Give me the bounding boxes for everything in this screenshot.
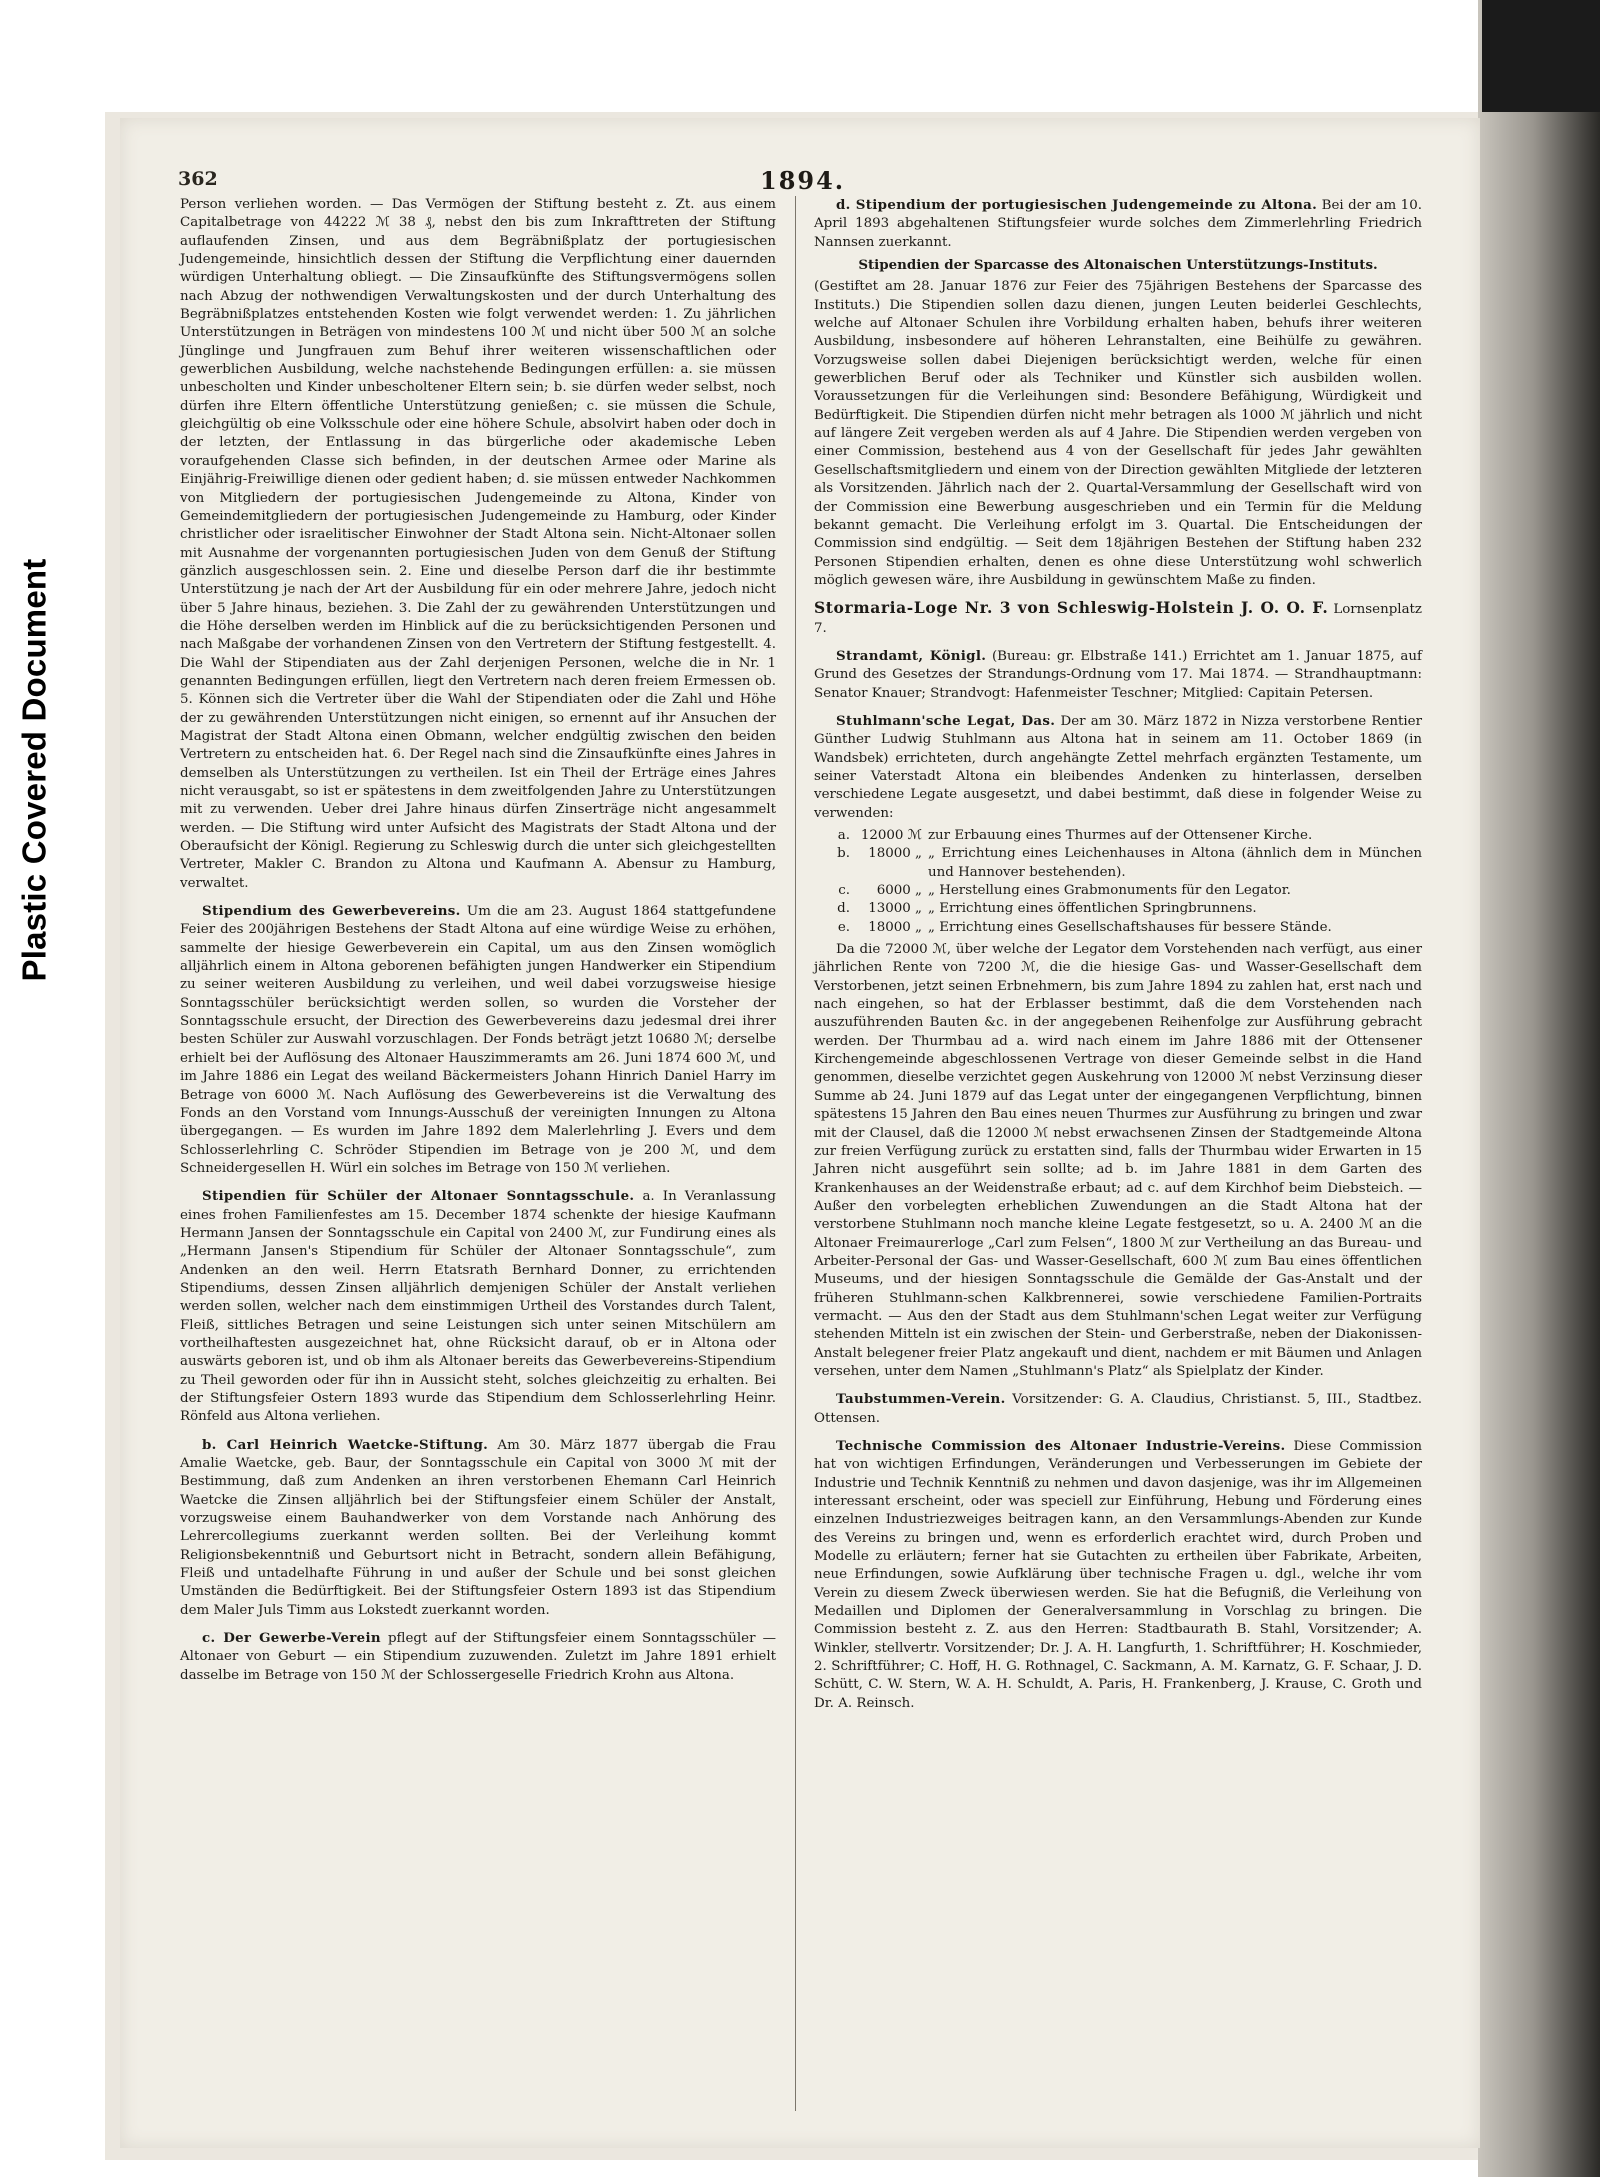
legacy-purpose: „ Errichtung eines öffentlichen Springbrunnens. — [928, 901, 1257, 917]
legacy-letter: c. — [838, 883, 850, 899]
entry-text: pflegt auf der Stiftungsfeier einem Sonntagsschüler — Altonaer von Geburt — ein Stipendium zuzuwenden. Zuletzt im Jahre 1891 erhielt dasselbe im Betrage von 150 ℳ der Schlossergeselle Friedrich Krohn aus Altona. — [180, 1631, 776, 1683]
scan-corner — [1482, 0, 1600, 112]
book-spine-shadow — [1478, 0, 1600, 2177]
entry-heading: b. Carl Heinrich Waetcke-Stiftung. — [202, 1436, 489, 1453]
legacy-amount: 6000 „ — [876, 883, 922, 899]
legacy-item — [814, 827, 1422, 845]
entry-sonntagsschule — [180, 1187, 776, 1426]
plastic-covered-label — [8, 500, 60, 1040]
entry-technische-commission — [814, 1437, 1422, 1713]
entry-text: Bei der am 10. April 1893 abgehaltenen Stiftungsfeier wurde solches dem Zimmerlehrling Friedrich Nannsen zuerkannt. — [814, 198, 1422, 250]
entry-heading: Strandamt, Königl. — [836, 647, 987, 664]
book-page — [120, 118, 1480, 2148]
legacy-letter: b. — [837, 846, 850, 862]
entry-text: (Bureau: gr. Elbstraße 141.) Errichtet am 1. Januar 1875, auf Grund des Gesetzes der Strandungs-Ordnung vom 17. Mai 1874. — Strandhauptmann: Senator Knauer; Strandvogt: Hafenmeister Teschner; Mitglied: Capitain Petersen. — [814, 648, 1422, 701]
entry-text: Lornsenplatz 7. — [814, 602, 1422, 636]
entry-loge — [814, 599, 1422, 638]
legacy-item — [814, 900, 1422, 918]
legacy-letter: d. — [837, 901, 850, 917]
entry-text: Diese Commission hat von wichtigen Erfindungen, Veränderungen und Verbesserungen im Gebiete der Industrie und Technik Kenntniß zu nehmen und davon dasjenige, was ihr im Allgemeinen interessant erscheint, oder was speciell zur Einführung, Hebung und Förderung eines einzelnen Industriezweiges beitragen kann, an den Versammlungs-Abenden zur Kunde des Vereins zu bringen und, wenn es erforderlich erachtet wird, durch Proben und Modelle zu erläutern; ferner hat sie Gutachten zu ertheilen über Fabrikate, Arbeiten, neue Erfindungen, sowie Aufklärung über technische Fragen u. dgl., welche ihr vom Verein zu diesem Zweck überwiesen werden. Sie hat die Befugniß, die Verleihung von Medaillen und Diplomen der Generalversammlung in Vorschlag zu bringen. Die Commission besteht z. Z. aus den Herren: Stadtbaurath B. Stahl, Vorsitzender; A. Winkler, stellvertr. Vorsitzender; Dr. J. A. H. Langfurth, 1. Schriftführer; H. Koschmieder, 2. Schriftführer; C. Hoff, H. G. Rothnagel, C. Sackmann, A. M. Karnatz, G. F. Schaar, J. D. Schütt, C. W. Stern, W. A. H. Schuldt, A. Paris, H. Frankenberg, J. Krause, C. Groth und Dr. A. Reinsch. — [814, 1439, 1422, 1711]
legacy-letter: a. — [837, 828, 850, 843]
entry-heading: Technische Commission des Altonaer Industrie-Vereins. — [836, 1438, 1286, 1454]
legacy-amount: 13000 „ — [868, 901, 922, 917]
page-number: 362 — [178, 168, 218, 190]
entry-text: Vorsitzender: G. A. Claudius, Christianst. 5, III., Stadtbez. Ottensen. — [814, 1392, 1422, 1426]
entry-judengemeinde — [814, 196, 1422, 252]
entry-waetcke — [180, 1436, 776, 1620]
entry-heading: Stuhlmann'sche Legat, Das. — [836, 712, 1056, 729]
legacy-list — [814, 827, 1422, 937]
entry-text: Am 30. März 1877 übergab die Frau Amalie Waetcke, geb. Baur, der Sonntagsschule ein Capital von 3000 ℳ mit der Bestimmung, daß zum Andenken an ihren verstorbenen Ehemann Carl Heinrich Waetcke die Zinsen alljährlich bei der Stiftungsfeier einem Schüler der Anstalt, vorzugsweise einem Bauhandwerker von dem Vorstande nach Anhörung des Lehrercollegiums zuerkannt werden sollten. Bei der Verleihung kommt Religionsbekenntniß und Geburtsort nicht in Betracht, sondern allein Befähigung, Fleiß und untadelhafte Führung in und außer der Schule und bei sonst gleichen Umständen die Bedürftigkeit. Bei der Stiftungsfeier Ostern 1893 ist das Stipendium dem Maler Juls Timm aus Lokstedt zuerkannt worden. — [180, 1437, 776, 1618]
entry-heading: Stipendium des Gewerbevereins. — [202, 903, 461, 920]
sparcasse-text: (Gestiftet am 28. Januar 1876 zur Feier des 75jährigen Bestehens der Sparcasse des Instituts.) Die Stipendien sollen dazu dienen, jungen Leuten beiderlei Geschlechts, welche auf Altonaer Schulen ihre Vorbildung erhalten haben, behufs ihrer weiteren Ausbildung, insbesondere auf höheren Lehranstalten, eine Beihülfe zu gewähren. Vorzugsweise sollen dabei Diejenigen berücksichtigt werden, welche für einen gewerblichen Beruf oder als Techniker und Künstler sich ausbilden wollen. Voraussetzungen für die Verleihungen sind: Besondere Befähigung, Würdigkeit und Bedürftigkeit. Die Stipendien dürfen nicht mehr betragen als 1000 ℳ jährlich und nicht auf längere Zeit vergeben werden als auf 4 Jahre. Die Stipendien werden vergeben von einer Commission, bestehend aus 4 von der Gesellschaft für jedes Jahr gewählten Gesellschaftsmitgliedern und einem von der Direction gewählten Mitgliede der letzteren als Vorsitzenden. Jährlich nach der 2. Quartal-Versammlung der Gesellschaft wird von der Commission eine Bewerbung ausgeschrieben und ein Termin für die Meldung bekannt gemacht. Die Verleihung erfolgt im 3. Quartal. Die Entscheidungen der Commission sind endgültig. — Seit dem 18jährigen Bestehen der Stiftung haben 232 Personen Stipendien erhalten, denen es ohne diese Unterstützung wohl schwerlich möglich gewesen wäre, ihre Ausbildung in gewünschtem Maße zu finden. — [814, 279, 1422, 588]
left-column — [180, 196, 776, 1694]
legacy-purpose: „ Errichtung eines Leichenhauses in Altona (ähnlich dem in München und Hannover bestehenden). — [928, 846, 1422, 880]
entry-heading: c. Der Gewerbe-Verein — [202, 1630, 381, 1647]
entry-heading: Stormaria-Loge Nr. 3 von Schleswig-Holstein J. O. O. F. — [814, 598, 1329, 618]
entry-text: a. In Veranlassung eines frohen Familienfestes am 15. December 1874 schenkte der hiesige Kaufmann Hermann Jansen der Sonntagsschule ein Capital von 2400 ℳ, zur Fundirung eines als „Hermann Jansen's Stipendium für Schüler der Altonaer Sonntagsschule“, zum Andenken an den weil. Herrn Etatsrath Bernhard Donner, zu errichtenden Stipendiums, dessen Zinsen alljährlich demjenigen Schüler der Anstalt verliehen werden sollen, welcher nach dem einstimmigen Urtheil des Vorstandes durch Talent, Fleiß, sittliches Betragen und seine Leistungen sich unter seinen Mitschülern am vortheilhaftesten ausgezeichnet hat, ohne Rücksicht darauf, ob er in Altona oder auswärts geboren ist, und ob ihm als Altonaer bereits das Gewerbevereins-Stipendium zu Theil geworden oder für ihn in Aussicht steht, solches gleichzeitig zu erhalten. Bei der Stiftungsfeier Ostern 1893 wurde das Stipendium dem Schlosserlehrling Heinr. Rönfeld aus Altona verliehen. — [180, 1189, 776, 1425]
entry-strandamt — [814, 647, 1422, 703]
column-divider — [795, 196, 796, 2111]
legacy-letter: e. — [837, 919, 850, 935]
legacy-item — [814, 919, 1422, 937]
entry-heading: Taubstummen-Verein. — [836, 1391, 1006, 1408]
sparcasse-heading: Stipendien der Sparcasse des Altonaischen Unterstützungs-Instituts. — [858, 257, 1378, 274]
stuhlmann-details: Da die 72000 ℳ, über welche der Legator dem Vorstehenden nach verfügt, aus einer jährlichen Rente von 7200 ℳ, die die hiesige Gas- und Wasser-Gesellschaft dem Verstorbenen, jetzt seinen Erbnehmern, bis zum Jahre 1894 zu zahlen hat, erst nach und nach eingehen, so hat der Erblasser bestimmt, daß die dem Vorstehenden nach auszuführenden Bauten &c. in der angegebenen Reihenfolge zur Ausführung gebracht werden. Der Thurmbau ad a. wird nach einem im Jahre 1886 mit der Ottensener Kirchengemeinde abgeschlossenen Vertrage von dieser Gemeinde selbst in die Hand genommen, dieselbe verzichtet gegen Auskehrung von 12000 ℳ nebst Verzinsung dieser Summe ab 24. Juni 1879 auf das Legat unter der eingegangenen Verpflichtung, binnen spätestens 15 Jahren den Bau eines neuen Thurmes zur Ausführung zu bringen und zwar mit der Clausel, daß die 12000 ℳ nebst erwachsenen Zinsen der Stadtgemeinde Altona zur freien Verfügung zurück zu erstatten sind, falls der Thurmbau wider Erwarten in 15 Jahren nicht ausgeführt sein sollte; ad b. im Jahre 1881 in dem Garten des Krankenhauses an der Weidenstraße erbaut; ad c. auf dem Kirchhof beim Diebsteich. — Außer den vorbelegten erheblichen Zuwendungen an die Stadt Altona hat der verstorbene Stuhlmann noch manche kleine Legate festgesetzt, so u. A. 2400 ℳ an die Altonaer Freimaurerloge „Carl zum Felsen“, 1800 ℳ zur Vertheilung an das Bureau- und Arbeiter-Personal der Gas- und Wasser-Gesellschaft, 600 ℳ zum Bau eines öffentlichen Museums, und der hiesigen Sonntagsschule die Gemälde der Gas-Anstalt und der früheren Stuhlmann-schen Kalkbrennerei, sowie verschiedene Familien-Portraits vermacht. — Aus den der Stadt aus dem Stuhlmann'schen Legat weiter zur Verfügung stehenden Mitteln ist ein zwischen der Stein- und Gerberstraße, neben der Diakonissen-Anstalt belegener freier Platz angekauft und dient, nachdem er mit Bäumen und Anlagen versehen, unter dem Namen „Stuhlmann's Platz“ als Spielplatz der Kinder. — [814, 942, 1422, 1379]
legacy-purpose: „ Herstellung eines Grabmonuments für den Legator. — [928, 883, 1291, 899]
entry-stuhlmann — [814, 712, 1422, 823]
legacy-purpose: „ Errichtung eines Gesellschaftshauses für bessere Stände. — [928, 919, 1332, 935]
plastic-covered-text: Plastic Covered Document — [15, 558, 52, 982]
entry-taubstummen — [814, 1390, 1422, 1428]
entry-text: Um die am 23. August 1864 stattgefundene Feier des 200jährigen Bestehens der Stadt Altona auf eine würdige Weise zu erhöhen, sammelte der hiesige Gewerbeverein ein Capital, um aus den Zinsen womöglich alljährlich einem in Altona geborenen befähigten jungen Handwerker ein Stipendium zu seiner weiteren Ausbildung zu verleihen, und weil dabei vorzugsweise hiesige Sonntagsschüler berücksichtigt werden sollen, so wurden die Vorsteher der Sonntagsschule ersucht, der Direction des Gewerbevereins dazu jedesmal drei ihrer besten Schüler zur Auswahl vorzuschlagen. Der Fonds beträgt jetzt 10680 ℳ; derselbe erhielt bei der Auflösung des Altonaer Hauszimmeramts am 26. Juni 1874 600 ℳ, und im Jahre 1886 ein Legat des weiland Bäckermeisters Johann Hinrich Daniel Harry im Betrage von 6000 ℳ. Nach Auflösung des Gewerbevereins ist die Verwaltung des Fonds an den Vorstand vom Innungs-Ausschuß der vereinigten Innungen zu Altona übergegangen. — Es wurden im Jahre 1892 dem Malerlehrling J. Evers und dem Schlosserlehrling C. Schröder Stipendien im Betrage von je 200 ℳ, und dem Schneidergesellen H. Würl ein solches im Betrage von 150 ℳ verliehen. — [180, 904, 777, 1176]
legacy-amount: 12000 ℳ — [860, 828, 922, 843]
entry-heading: d. Stipendium der portugiesischen Judengemeinde zu Altona. — [836, 197, 1318, 213]
right-column — [814, 196, 1422, 1722]
entry-heading: Stipendien für Schüler der Altonaer Sonntagsschule. — [202, 1188, 635, 1205]
legacy-item — [814, 845, 1422, 882]
legacy-purpose: zur Erbauung eines Thurmes auf der Ottensener Kirche. — [928, 828, 1313, 843]
legacy-amount: 18000 „ — [868, 919, 922, 935]
page-year-heading: 1894. — [760, 166, 846, 195]
entry-text: Der am 30. März 1872 in Nizza verstorbene Rentier Günther Ludwig Stuhlmann aus Altona hat in seinem am 11. October 1869 (in Wandsbek) errichteten, durch angehängte Zettel mehrfach ergänzten Testamente, um seiner Vaterstadt Altona ein bleibendes Andenken zu hinterlassen, derselben verschiedene Legate ausgesetzt, und dabei bestimmt, daß diese in folgender Weise zu verwenden: — [814, 713, 1422, 821]
paragraph-portuguese-foundation: Person verliehen worden. — Das Vermögen der Stiftung besteht z. Zt. aus einem Capitalbetrage von 44222 ℳ 38 ₰, nebst den bis zum Inkrafttreten der Stiftung auflaufenden Zinsen, und aus dem Begräbnißplatz der portugiesischen Judengemeinde, hinsichtlich dessen der Stiftung die Verpflichtung einer dauernden würdigen Unterhaltung obliegt. — Die Zinsaufkünfte des Stiftungsvermögens sollen nach Abzug der nothwendigen Verwaltungskosten und der durch Unterhaltung des Begräbnißplatzes entstehenden Kosten wie folgt verwendet werden: 1. Zu jährlichen Unterstützungen in Beträgen von mindestens 100 ℳ und nicht über 500 ℳ an solche Jünglinge und Jungfrauen zum Behuf ihrer weiteren wissenschaftlichen oder gewerblichen Ausbildung, welche nachstehende Bedingungen erfüllen: a. sie müssen unbescholten und Kinder unbescholtener Eltern sein; b. sie dürfen weder selbst, noch dürfen ihre Eltern öffentliche Unterstützung genießen; c. sie müssen die Schule, gleichgültig ob eine Volksschule oder eine höhere Schule, absolvirt haben oder doch in der letzten, der Entlassung in das bürgerliche oder akademische Leben voraufgehenden Classe sich befinden, in der deutschen Armee oder Marine als Einjährig-Freiwillige dienen oder gedient haben; d. sie müssen entweder Nachkommen von Mitgliedern der portugiesischen Judengemeinde zu Altona, Kinder von Gemeindemitgliedern der portugiesischen Judengemeinde zu Hamburg, oder Kinder christlicher oder israelitischer Einwohner der Stadt Altona sein. Nicht-Altonaer sollen mit Ausnahme der vorgenannten portugiesischen Juden von dem Genuß der Stiftung gänzlich ausgeschlossen sein. 2. Eine und dieselbe Person darf die ihr bestimmte Unterstützung je nach der Art der Ausbildung für ein oder mehrere Jahre, jedoch nicht über 5 Jahre hinaus, beziehen. 3. Die Zahl der zu gewährenden Unterstützungen und die Höhe derselben werden im Hinblick auf die zu berücksichtigenden Personen und nach Maßgabe der vorhandenen Zinsen von den Vertretern der Stiftung festgestellt. 4. Die Wahl der Stipendiaten aus der Zahl derjenigen Personen, welche die in Nr. 1 genannten Bedingungen erfüllen, liegt den Vertretern nach deren freiem Ermessen ob. 5. Können sich die Vertreter über die Wahl der Stipendiaten oder die Zahl und Höhe der zu gewährenden Unterstützungen nicht einigen, so ernennt auf ihr Ansuchen der Magistrat der Stadt Altona einen Obmann, welcher endgültig zwischen den beiden Vertretern zu entscheiden hat. 6. Der Regel nach sind die Zinsaufkünfte eines Jahres in demselben als Unterstützungen zu vertheilen. Ist ein Theil der Erträge eines Jahres nicht verausgabt, so ist er spätestens in dem zweitfolgenden Jahre zu Unterstützungen mit zu verwenden. Ueber drei Jahre hinaus dürfen Zinserträge nicht angesammelt werden. — Die Stiftung wird unter Aufsicht des Magistrats der Stadt Altona und der Oberaufsicht der Königl. Regierung zu Schleswig durch die unter sich gleichgestellten Vertreter, Makler C. Brandon zu Altona und Kaufmann A. Abensur zu Hamburg, verwaltet. — [180, 197, 776, 891]
entry-gewerbeverein — [180, 902, 776, 1178]
legacy-amount: 18000 „ — [868, 846, 922, 862]
entry-gewerbe-verein — [180, 1629, 776, 1685]
legacy-item — [814, 882, 1422, 900]
